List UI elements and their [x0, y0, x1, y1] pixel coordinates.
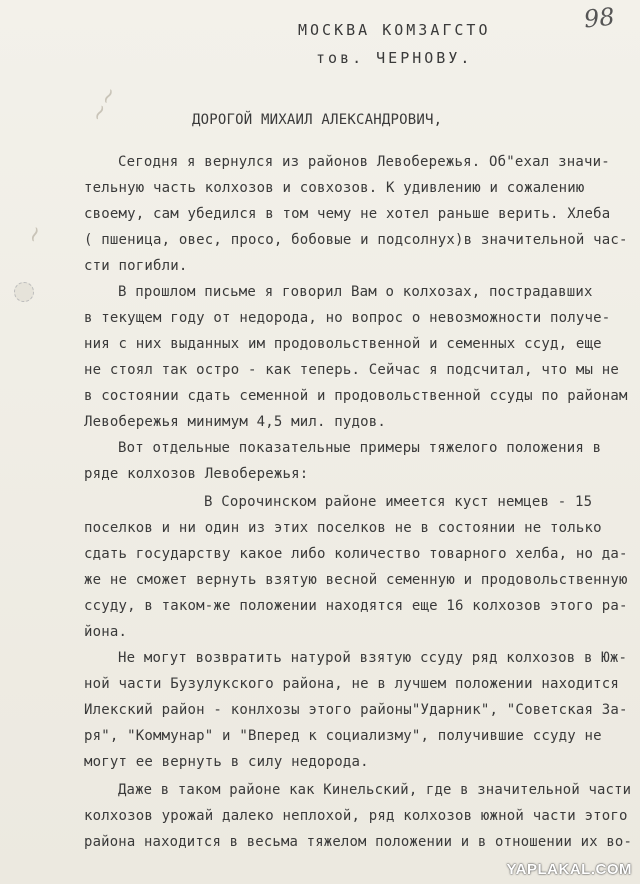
page-number: 98: [582, 2, 616, 34]
body-line: Сегодня я вернулся из районов Левобережья. Об"ехал значи-: [118, 154, 610, 170]
body-line: района находится в весьма тяжелом положении и в отношении их во-: [84, 834, 633, 850]
body-line: в текущем году от недорода, но вопрос о невозможности получе-: [84, 310, 611, 326]
body-line: в состоянии сдать семенной и продовольственной ссуды по районам: [84, 388, 628, 404]
header-line-1: МОСКВА КОМЗАГСТО: [298, 21, 491, 39]
body-line: ( пшеница, овес, просо, бобовые и подсолнух)в значительной час-: [84, 232, 628, 248]
header-line-2: тов. ЧЕРНОВУ.: [316, 49, 473, 67]
pencil-annotation: ~~: [84, 82, 125, 127]
body-line: ряде колхозов Левобережья:: [84, 466, 309, 482]
pencil-annotation: ~: [20, 221, 51, 248]
body-line: йона.: [84, 624, 128, 640]
body-line: же не сможет вернуть взятую весной семенную и продовольственную: [84, 572, 628, 588]
body-line: сти погибли.: [84, 258, 188, 274]
body-line: своему, сам убедился в том чему не хотел раньше верить. Хлеба: [84, 206, 611, 222]
punch-hole: [14, 282, 34, 302]
body-line: не стоял так остро - как теперь. Сейчас я подсчитал, что мы не: [84, 362, 619, 378]
body-line: колхозов урожай далеко неплохой, ряд колхозов южной части этого: [84, 808, 628, 824]
site-watermark: YAPLAKAL.COM: [506, 861, 632, 878]
body-line: Левобережья минимум 4,5 мил. пудов.: [84, 414, 387, 430]
greeting: ДОРОГОЙ МИХАИЛ АЛЕКСАНДРОВИЧ,: [192, 112, 443, 128]
body-line: Вот отдельные показательные примеры тяжелого положения в: [118, 440, 602, 456]
body-line: ря", "Коммунар" и "Вперед к социализму", получившие ссуду не: [84, 728, 602, 744]
body-line: Даже в таком районе как Кинельский, где в значительной части: [118, 782, 632, 798]
body-line: ния с них выданных им продовольственной и семенных ссуд, еще: [84, 336, 602, 352]
body-line: Не могут возвратить натурой взятую ссуду ряд колхозов в Юж-: [118, 650, 628, 666]
body-line: ной части Бузулукского района, не в лучшем положении находится: [84, 676, 619, 692]
body-line: ссуду, в таком-же положении находятся еще 16 колхозов этого ра-: [84, 598, 628, 614]
body-line: тельную часть колхозов и совхозов. К удивлению и сожалению: [84, 180, 585, 196]
body-line: поселков и ни один из этих поселков не в состоянии не только: [84, 520, 602, 536]
body-line: В Сорочинском районе имеется куст немцев - 15: [204, 494, 593, 510]
body-line: В прошлом письме я говорил Вам о колхозах, пострадавших: [118, 284, 593, 300]
body-line: сдать государству какое либо количество товарного хелба, но да-: [84, 546, 628, 562]
body-line: могут ее вернуть в силу недорода.: [84, 754, 369, 770]
body-line: Илекский район - конлхозы этого районы"Ударник", "Советская За-: [84, 702, 628, 718]
